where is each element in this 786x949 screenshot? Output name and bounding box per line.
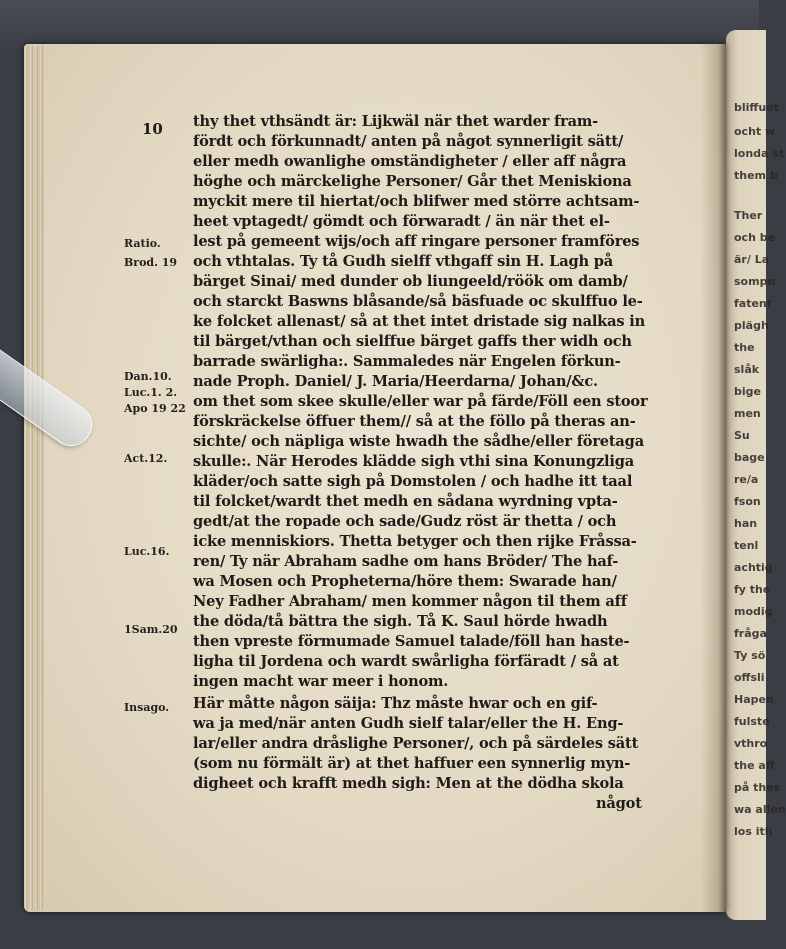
catchword: något: [596, 795, 642, 812]
text-line: heet vptagedt/ gömdt och förwaradt / än när thet el-: [193, 213, 610, 230]
text-line: förskräckelse öffuer them// så at the föllo på theras an-: [193, 413, 636, 430]
facing-page-line: är/ La: [734, 253, 770, 266]
text-line: skulle:. När Herodes klädde sigh vthi sina Konungzliga: [193, 453, 634, 470]
text-line: wa Mosen och Propheterna/höre them: Swarade han/: [193, 573, 617, 590]
text-line: (som nu förmält är) at thet haffuer een synnerlig myn-: [193, 755, 631, 772]
facing-page-line: offsli: [734, 671, 765, 684]
text-line: barrade swärligha:. Sammaledes när Engelen förkun-: [193, 353, 621, 370]
margin-note: Insago.: [124, 701, 170, 714]
facing-page-line: på thes: [734, 781, 781, 794]
text-line: ren/ Ty när Abraham sadhe om hans Bröder/ The haf-: [193, 553, 619, 570]
text-line: Här måtte någon säija: Thz måste hwar och en gif-: [193, 695, 598, 712]
facing-page-line: fatent: [734, 297, 773, 310]
text-line: icke menniskiors. Thetta betyger och then rijke Fråssa-: [193, 533, 637, 550]
scanner-backdrop: [0, 0, 759, 48]
facing-page: [726, 30, 786, 920]
facing-page-line: achtig: [734, 561, 773, 574]
text-line: ingen macht war meer i honom.: [193, 673, 449, 690]
facing-page-line: Ty sö: [734, 649, 766, 662]
text-line: lest på gemeent wijs/och aff ringare personer framföres: [193, 233, 640, 250]
text-line: the döda/tå bättra the sigh. Tå K. Saul hörde hwadh: [193, 613, 608, 630]
text-line: om thet som skee skulle/eller war på färde/Föll een stoor: [193, 393, 648, 410]
margin-note: Dan.10.: [124, 370, 172, 383]
facing-page-line: Su: [734, 429, 750, 442]
facing-page-line: fy the: [734, 583, 771, 596]
text-line: lar/eller andra dråslighe Personer/, och på särdeles sätt: [193, 735, 639, 752]
margin-note: Act.12.: [124, 452, 168, 465]
facing-page-line: sompn: [734, 275, 776, 288]
facing-page-line: the aff: [734, 759, 775, 772]
text-line: eller medh owanlighe omständigheter / eller aff några: [193, 153, 627, 170]
facing-page-line: Hapen: [734, 693, 774, 706]
facing-page-line: londa st: [734, 147, 785, 160]
facing-page-line: slåk: [734, 363, 760, 376]
text-line: fördt och förkunnadt/ anten på något synnerligit sätt/: [193, 133, 624, 150]
facing-page-line: plägh: [734, 319, 769, 332]
text-line: til bärget/vthan och sielffue bärget gaffs ther widh och: [193, 333, 632, 350]
text-line: nade Proph. Daniel/ J. Maria/Heerdarna/ Johan/&c.: [193, 373, 598, 390]
facing-page-line: wa allen: [734, 803, 786, 816]
text-line: kläder/och satte sigh på Domstolen / och hadhe itt taal: [193, 473, 633, 490]
text-line: myckit mere til hiertat/och blifwer med större achtsam-: [193, 193, 640, 210]
facing-page-line: tenl: [734, 539, 759, 552]
facing-page-line: ocht w: [734, 125, 776, 138]
text-line: wa ja med/när anten Gudh sielf talar/eller the H. Eng-: [193, 715, 624, 732]
margin-note: 1Sam.20: [124, 623, 178, 636]
margin-note: Luc.1. 2.: [124, 386, 178, 399]
facing-page-line: fson: [734, 495, 761, 508]
text-line: Ney Fadher Abraham/ men kommer någon til them aff: [193, 593, 627, 610]
facing-page-line: fulste: [734, 715, 770, 728]
facing-page-line: them b: [734, 169, 778, 182]
text-line: then vpreste förmumade Samuel talade/föll han haste-: [193, 633, 630, 650]
margin-note: Luc.16.: [124, 545, 170, 558]
facing-page-line: bliffuet: [734, 101, 779, 114]
margin-note: Brod. 19: [124, 256, 178, 269]
facing-page-line: vthro: [734, 737, 768, 750]
text-line: ligha til Jordena och wardt swårligha förfäradt / så at: [193, 653, 619, 670]
facing-page-line: modig: [734, 605, 773, 618]
page-edges: [24, 46, 44, 910]
facing-page-line: bige: [734, 385, 761, 398]
facing-page-line: Ther: [734, 209, 763, 222]
facing-page-line: los ith: [734, 825, 773, 838]
facing-page-line: re/a: [734, 473, 759, 486]
text-line: digheet och krafft medh sigh: Men at the dödha skola: [193, 775, 624, 792]
page-number: 10: [142, 120, 163, 138]
facing-page-line: han: [734, 517, 758, 530]
facing-page-line: bage: [734, 451, 765, 464]
text-line: och starckt Baswns blåsande/så bäsfuade oc skulffuo le-: [193, 293, 643, 310]
margin-note: Apo 19 22: [124, 402, 186, 415]
binding-gutter: [700, 44, 726, 912]
facing-page-line: the: [734, 341, 755, 354]
text-line: höghe och märckelighe Personer/ Går thet Meniskiona: [193, 173, 632, 190]
facing-page-line: fråga: [734, 627, 767, 640]
text-line: sichte/ och näpliga wiste hwadh the sådhe/eller företaga: [193, 433, 644, 450]
margin-note: Ratio.: [124, 237, 161, 250]
facing-page-line: men: [734, 407, 761, 420]
text-line: och vthtalas. Ty tå Gudh sielff vthgaff sin H. Lagh på: [193, 253, 614, 270]
text-line: thy thet vthsändt är: Lijkwäl när thet warder fram-: [193, 113, 598, 130]
text-line: bärget Sinai/ med dunder ob liungeeld/röök om damb/: [193, 273, 628, 290]
text-line: ke folcket allenast/ så at thet intet dristade sig nalkas in: [193, 313, 645, 330]
text-line: gedt/at the ropade och sade/Gudz röst är thetta / och: [193, 513, 617, 530]
facing-page-line: och be: [734, 231, 776, 244]
text-line: til folcket/wardt thet medh en sådana wyrdning vpta-: [193, 493, 618, 510]
